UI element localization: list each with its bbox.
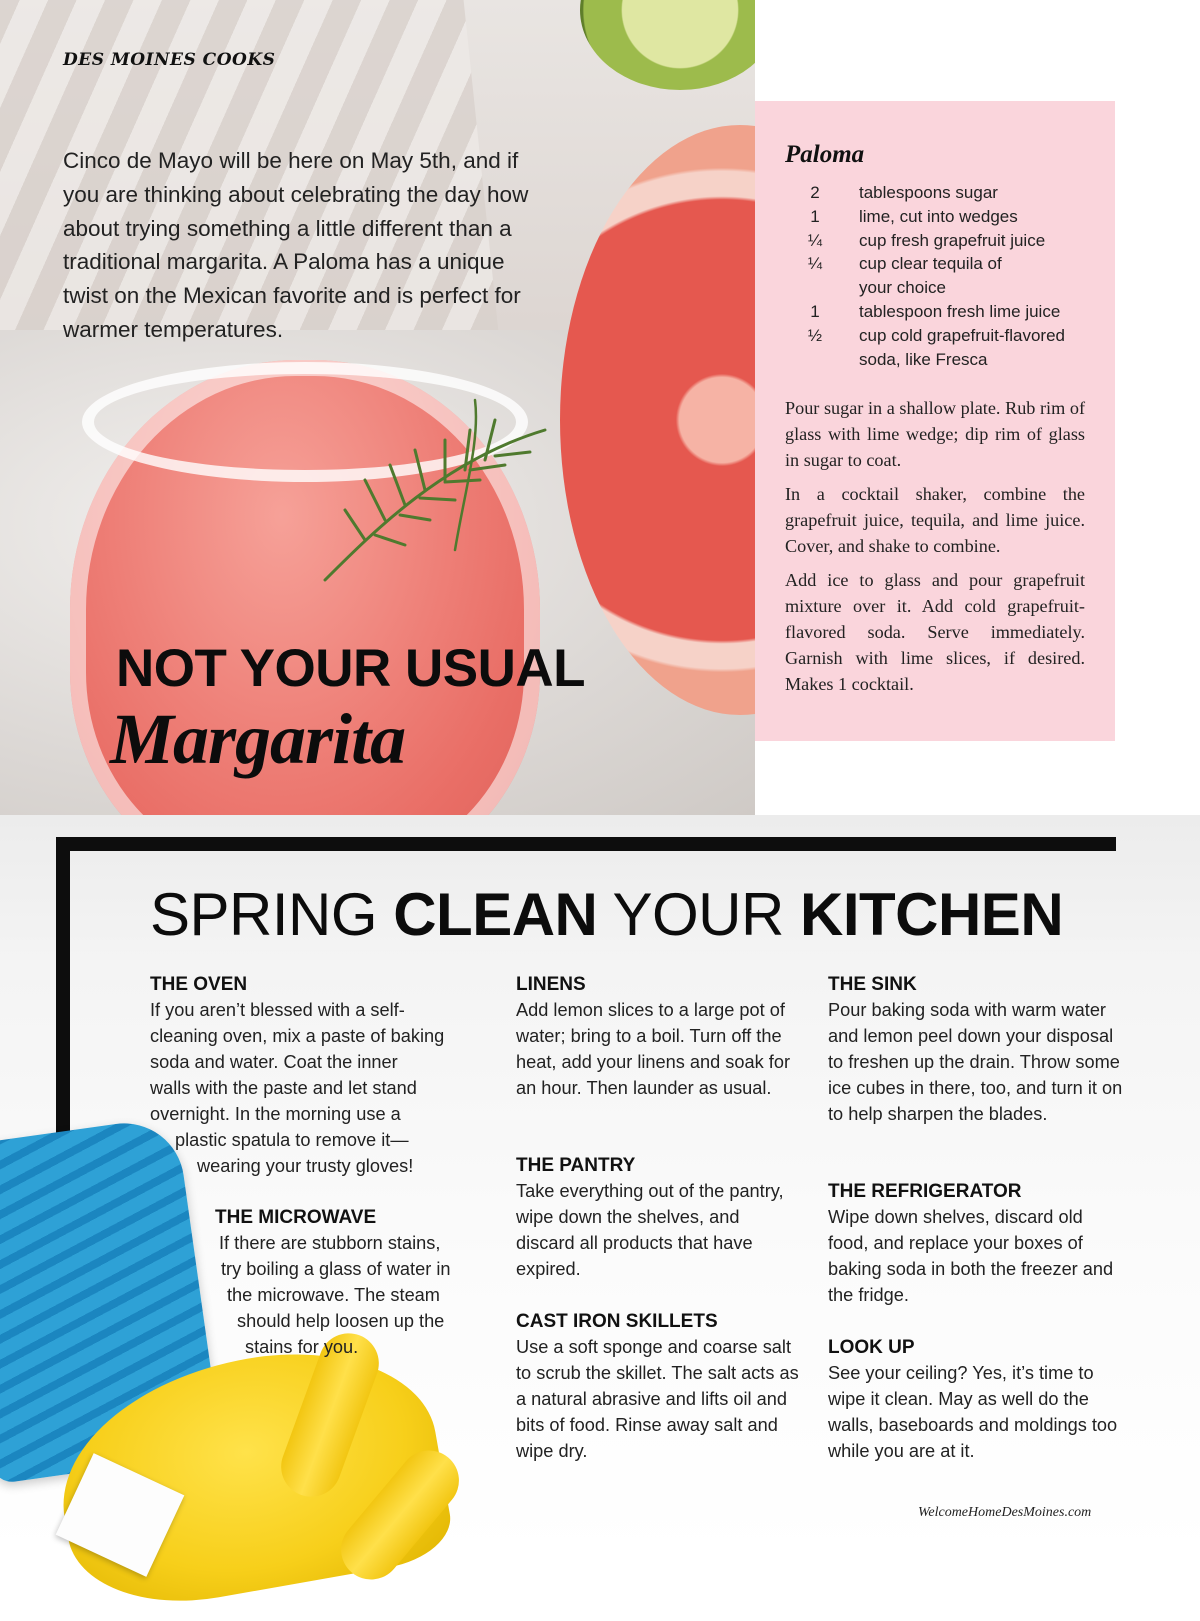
ingredient-row xyxy=(795,205,1095,229)
ingredient-qty: ¼ xyxy=(807,230,823,250)
ingredient-item: cup cold grapefruit-flavored soda, like Fresca xyxy=(859,325,1066,369)
tip-refrigerator xyxy=(828,1180,1128,1308)
ingredient-item: tablespoon fresh lime juice xyxy=(859,301,1061,321)
ingredient-row xyxy=(795,324,1095,372)
tip-body: If there are stubborn stains, try boiling a glass of water in the microwave. The steam should help loosen up the stains for you. xyxy=(219,1233,451,1357)
headline-line2: Margarita xyxy=(110,699,406,779)
ingredient-qty: ¼ xyxy=(807,254,823,274)
recipe-step: In a cocktail shaker, combine the grapefruit juice, tequila, and lime juice. Cover, and shake to combine. xyxy=(785,484,1085,556)
tip-sink xyxy=(828,973,1128,1127)
ingredient-list xyxy=(795,181,1095,371)
ingredient-item: cup clear tequila of your choice xyxy=(859,254,1002,298)
tip-heading: THE MICROWAVE xyxy=(215,1207,377,1228)
tip-heading: THE REFRIGERATOR xyxy=(828,1181,1022,1202)
tip-body: Use a soft sponge and coarse salt to scrub the skillet. The salt acts as a natural abrasive and lifts oil and bits of food. Rinse away salt and wipe dry. xyxy=(516,1337,799,1461)
tip-heading: LOOK UP xyxy=(828,1337,915,1358)
ingredient-qty: 2 xyxy=(810,183,820,202)
footer-site-url: WelcomeHomeDesMoines.com xyxy=(918,1505,1092,1520)
tip-body: Wipe down shelves, discard old food, and replace your boxes of baking soda in both the freezer and the fridge. xyxy=(828,1207,1114,1305)
ingredient-row xyxy=(795,300,1095,324)
tip-heading: THE PANTRY xyxy=(516,1155,636,1176)
recipe-card xyxy=(755,101,1115,741)
recipe-title: Paloma xyxy=(785,141,865,168)
tip-microwave xyxy=(215,1206,495,1360)
ingredient-row xyxy=(795,252,1095,300)
tip-oven xyxy=(150,973,500,1179)
tip-cast-iron xyxy=(516,1310,806,1464)
tip-body: Add lemon slices to a large pot of water; bring to a boil. Turn off the heat, add your linens and soak for an hour. Then launder as usual. xyxy=(516,1000,791,1098)
ingredient-qty: ½ xyxy=(807,325,823,345)
recipe-step: Pour sugar in a shallow plate. Rub rim of glass with lime wedge; dip rim of glass in sugar to coat. xyxy=(785,398,1085,470)
tip-heading: THE OVEN xyxy=(150,974,248,995)
ingredient-qty: 1 xyxy=(810,301,820,321)
recipe-steps xyxy=(785,395,1085,705)
spring-clean-title xyxy=(150,880,1063,949)
ingredient-row xyxy=(795,181,1095,205)
ingredient-item: tablespoons sugar xyxy=(859,183,998,202)
ingredient-qty: 1 xyxy=(810,206,820,226)
tip-heading: CAST IRON SKILLETS xyxy=(516,1311,718,1332)
tip-body: Take everything out of the pantry, wipe down the shelves, and discard all products that have expired. xyxy=(516,1181,784,1279)
tip-linens xyxy=(516,973,811,1101)
recipe-step: Add ice to glass and pour grapefruit mixture over it. Add cold grapefruit-flavored soda. Serve immediately. Garnish with lime slices, if desired. Makes 1 cocktail. xyxy=(785,570,1085,694)
tip-heading: THE SINK xyxy=(828,974,917,995)
ingredient-row xyxy=(795,229,1095,253)
tip-look-up xyxy=(828,1336,1128,1464)
ingredient-item: cup fresh grapefruit juice xyxy=(859,230,1046,250)
title-part: SPRING xyxy=(150,881,394,948)
black-frame-bar xyxy=(56,837,1116,851)
rosemary-sprig-icon xyxy=(305,370,565,600)
tip-body: Pour baking soda with warm water and lemon peel down your disposal to freshen up the drain. Throw some ice cubes in there, too, and turn it on to help sharpen the blades. xyxy=(828,1000,1123,1124)
title-part: YOUR xyxy=(597,881,800,948)
tip-pantry xyxy=(516,1154,801,1282)
lime-image xyxy=(580,0,755,90)
section-kicker: DES MOINES COOKS xyxy=(63,50,276,70)
headline-line1: NOT YOUR USUAL xyxy=(116,639,586,698)
intro-paragraph: Cinco de Mayo will be here on May 5th, and if you are thinking about celebrating the day how about trying something a little different than a traditional margarita. A Paloma has a unique twist on the Mexican favorite and is perfect for warmer temperatures. xyxy=(63,148,529,342)
title-part: KITCHEN xyxy=(800,881,1064,948)
black-frame-bar xyxy=(56,837,70,1137)
tip-heading: LINENS xyxy=(516,974,586,995)
tip-body: If you aren’t blessed with a self- cleaning oven, mix a paste of baking soda and water. Coat the inner walls with the paste and let stand overnight. In the morning use a plastic spatula to remove it— wearing your trusty gloves! xyxy=(150,1000,445,1176)
tip-body: See your ceiling? Yes, it’s time to wipe it clean. May as well do the walls, baseboards and moldings too while you are at it. xyxy=(828,1363,1118,1461)
title-part: CLEAN xyxy=(393,881,598,948)
ingredient-item: lime, cut into wedges xyxy=(859,206,1018,226)
